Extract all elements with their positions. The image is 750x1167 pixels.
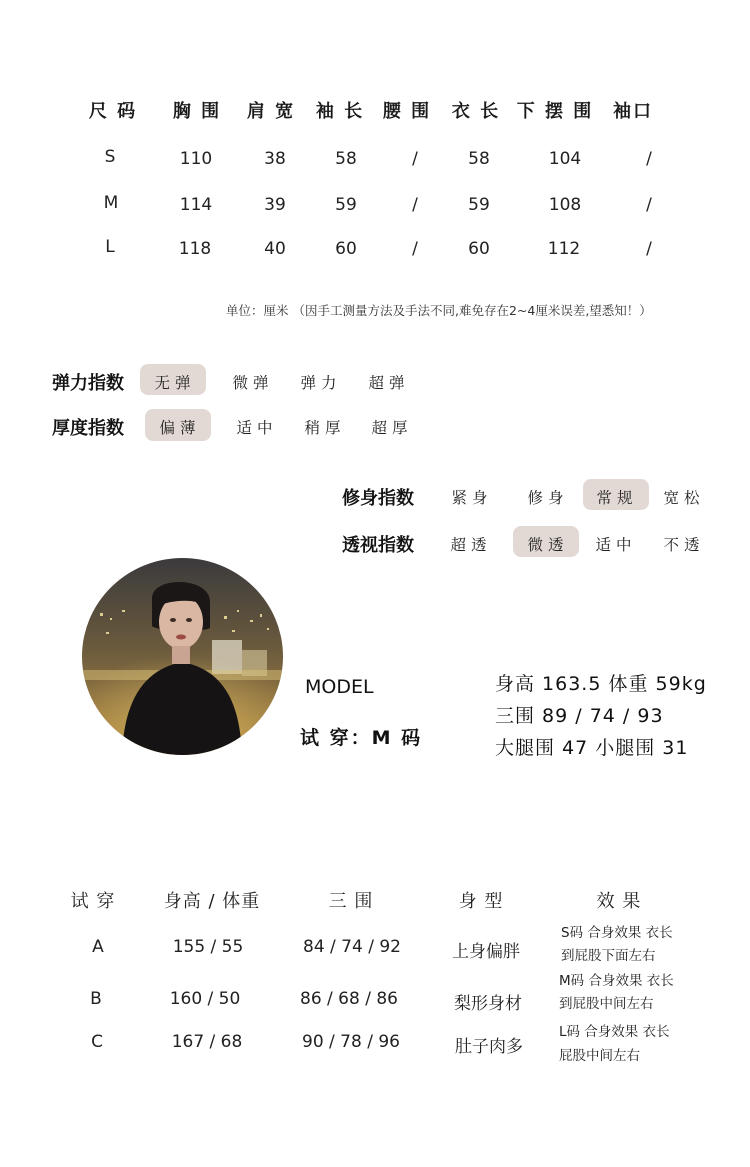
table-row-effect-line: S码 合身效果 衣长: [561, 925, 673, 941]
transparency-option: 适中: [595, 536, 637, 554]
transparency-label: 透视指数: [342, 535, 414, 556]
thickness-label: 厚度指数: [52, 418, 124, 439]
cell-cuff: /: [646, 195, 652, 215]
fit-option: 常规: [596, 489, 638, 507]
cell-size: L: [105, 237, 115, 257]
cell-length: 60: [468, 239, 490, 259]
model-stat-legs: 大腿围 47 小腿围 31: [495, 737, 689, 759]
cell-waist: /: [412, 149, 418, 169]
elasticity-option: 无弹: [154, 374, 196, 392]
fit-option: 修身: [527, 489, 569, 507]
model-stat-measurements: 三围 89 / 74 / 93: [495, 705, 664, 727]
header-waist: 腰 围: [382, 101, 432, 122]
header-length: 衣 长: [451, 101, 501, 122]
header-shoulder: 肩 宽: [246, 101, 296, 122]
header-hem: 下 摆 围: [516, 101, 594, 122]
cell-cuff: /: [646, 149, 652, 169]
cell-waist: /: [412, 195, 418, 215]
header-height-weight: 身高 / 体重: [163, 891, 261, 912]
table-row-effect-line: L码 合身效果 衣长: [559, 1024, 670, 1040]
table-row-effect-line: M码 合身效果 衣长: [559, 973, 674, 989]
cell-sleeve: 60: [335, 239, 357, 259]
header-size: 尺 码: [88, 101, 138, 122]
unit-note: 单位：厘米 （因手工测量方法及手法不同,难免存在2~4厘米误差,望悉知！）: [226, 303, 652, 318]
table-row-id: A: [92, 937, 104, 957]
elasticity-option: 超弹: [368, 374, 410, 392]
table-row-body-shape: 上身偏胖: [452, 942, 520, 962]
table-row-effect-line: 到屁股中间左右: [559, 996, 654, 1012]
cell-shoulder: 39: [264, 195, 286, 215]
fit-option: 紧身: [451, 489, 493, 507]
cell-shoulder: 40: [264, 239, 286, 259]
header-chest: 胸 围: [172, 101, 222, 122]
cell-waist: /: [412, 239, 418, 259]
cell-sleeve: 59: [335, 195, 357, 215]
table-row-measurements: 90 / 78 / 96: [302, 1032, 400, 1052]
elasticity-label: 弹力指数: [52, 373, 124, 394]
table-row-measurements: 86 / 68 / 86: [300, 989, 398, 1009]
thickness-option: 适中: [236, 419, 278, 437]
cell-chest: 110: [179, 149, 213, 169]
fit-option: 宽松: [663, 489, 705, 507]
cell-size: M: [103, 193, 119, 213]
model-portrait-photo: [82, 558, 283, 755]
header-measurements: 三 围: [328, 891, 374, 912]
thickness-option: 偏薄: [159, 419, 201, 437]
fit-label: 修身指数: [342, 488, 414, 509]
cell-hem: 104: [548, 149, 582, 169]
cell-shoulder: 38: [264, 149, 286, 169]
thickness-option: 超厚: [371, 419, 413, 437]
table-row-height-weight: 167 / 68: [171, 1032, 243, 1052]
trial-size-label: 试 穿：M 码: [300, 727, 423, 749]
cell-length: 58: [468, 149, 490, 169]
table-row-id: C: [91, 1032, 103, 1052]
table-row-measurements: 84 / 74 / 92: [303, 937, 401, 957]
header-trial: 试 穿: [70, 891, 116, 912]
table-row-effect-line: 到屁股下面左右: [561, 948, 656, 964]
cell-hem: 108: [548, 195, 582, 215]
header-effect: 效 果: [596, 891, 642, 912]
cell-chest: 114: [179, 195, 213, 215]
cell-chest: 118: [178, 239, 212, 259]
table-row-height-weight: 160 / 50: [169, 989, 241, 1009]
cell-cuff: /: [646, 239, 652, 259]
cell-sleeve: 58: [335, 149, 357, 169]
cell-hem: 112: [547, 239, 581, 259]
model-stat-height-weight: 身高 163.5 体重 59kg: [495, 673, 707, 695]
cell-size: S: [104, 147, 116, 167]
transparency-option: 不透: [663, 536, 705, 554]
table-row-height-weight: 155 / 55: [172, 937, 244, 957]
table-row-effect-line: 屁股中间左右: [559, 1048, 640, 1064]
table-row-id: B: [90, 989, 102, 1009]
transparency-option: 微透: [527, 536, 569, 554]
header-cuff: 袖口: [613, 101, 653, 122]
cell-length: 59: [468, 195, 490, 215]
table-row-body-shape: 梨形身材: [454, 994, 522, 1014]
header-body-shape: 身 型: [458, 891, 504, 912]
thickness-option: 稍厚: [304, 419, 346, 437]
model-label: MODEL: [305, 676, 374, 698]
elasticity-option: 弹力: [300, 374, 342, 392]
table-row-body-shape: 肚子肉多: [455, 1037, 523, 1057]
header-sleeve: 袖 长: [315, 101, 365, 122]
transparency-option: 超透: [450, 536, 492, 554]
elasticity-option: 微弹: [232, 374, 274, 392]
